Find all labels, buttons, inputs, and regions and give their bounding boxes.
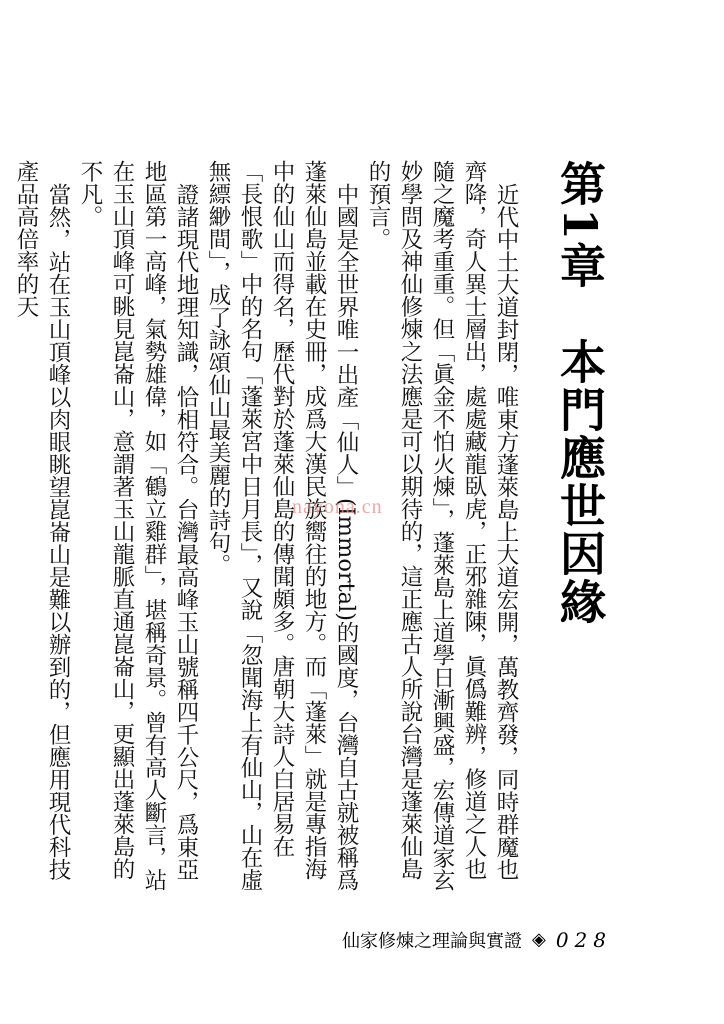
paragraph-1: 近代中土大道封閉，唯東方蓬萊島上大道宏開，萬教齊發，同時群魔也齊降，奇人異士層出，處處藏龍臥虎，正邪雜陳，眞僞難辨，修道之人也隨之魔考重重。但「眞金不怕火煉」，蓬萊島上道學日漸興盛，宏傳道家玄妙學問及神仙修煉之法應是可以期待的，這正應古人所說台灣是蓬萊仙島的預言。: [365, 160, 519, 892]
page-number: 028: [555, 928, 612, 952]
diamond-icon: ◈: [531, 929, 546, 950]
paragraph-2: 中國是全世界唯一出產「仙人」(Immortal)的國度，台灣自古就被稱爲蓬萊仙島並載在史冊，成爲大漢民族嚮往的地方。而「蓬萊」就是專指海中的仙山而得名，歷代對於蓬萊仙島的傳聞頗多。唐朝大詩人白居易在「長恨歌」中的名句「蓬萊宮中日月長」，又說「忽聞海上有仙山，山在虛無縹緲間」，成了詠頌仙山最美麗的詩句。: [205, 160, 359, 892]
paragraph-4: 當然，站在玉山頂峰以肉眼眺望崑崙山是難以辦到的，但應用現代科技產品高倍率的天: [13, 160, 71, 880]
chapter-title: 第1章 本門應世因緣: [553, 160, 607, 627]
body-text: [13, 160, 522, 896]
paragraph-3: 證諸現代地理知識，恰相符合。台灣最高峰玉山號稱四千公尺，爲東亞地區第一高峰，氣勢雄偉，如「鶴立雞群」，堪稱奇景。曾有高人斷言，站在玉山頂峰可眺見崑崙山，意謂著玉山龍脈直通崑崙山，更顯出蓬萊島的不凡。: [77, 160, 199, 892]
watermark: nayona.cn: [292, 496, 383, 518]
footer-book-title: 仙家修煉之理論與實證: [341, 931, 522, 952]
page-footer: [342, 925, 612, 955]
